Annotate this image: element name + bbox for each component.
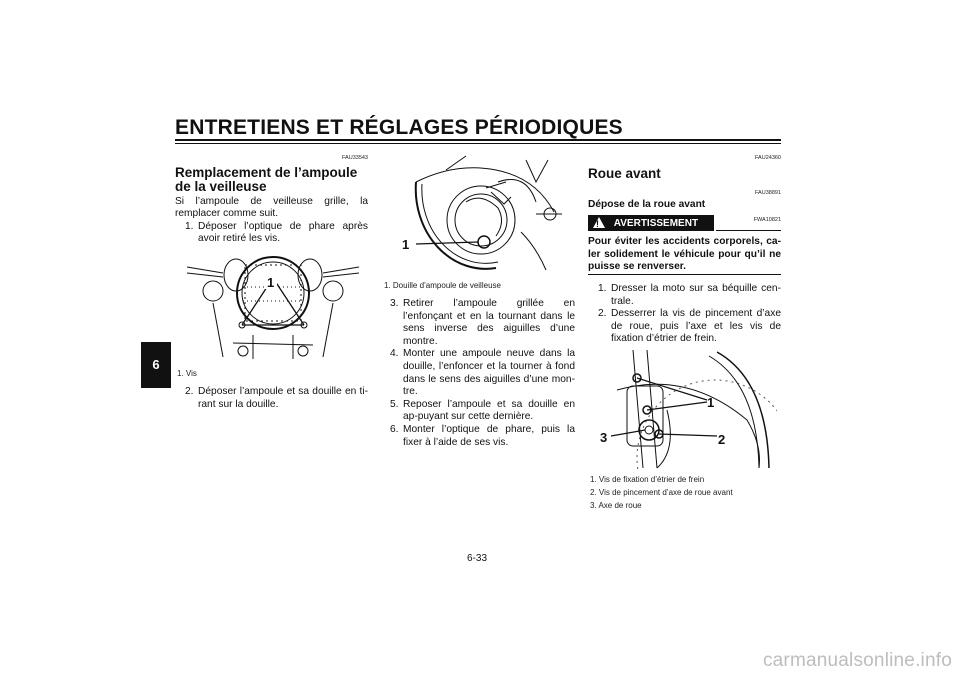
right-steps — [598, 283, 781, 346]
list-item: 4. Monter une ampoule neuve dans la douille, l’enfoncer et la tourner à fond dans le sens des aiguilles d’une mon-tre. — [390, 348, 575, 398]
left-figure-caption: 1. Vis — [177, 369, 197, 378]
left-intro-text: Si l’ampoule de veilleuse grille, la remplacer comme suit. — [175, 195, 368, 220]
left-steps-a — [185, 221, 368, 246]
left-column-steps — [175, 386, 368, 411]
bulb-socket-figure — [386, 152, 578, 272]
caption-item: 2. Vis de pincement d’axe de roue avant — [590, 488, 733, 497]
warning-text: Pour éviter les accidents corporels, ca-ler solidement le véhicule pour qu’il ne puisse se renverser. — [588, 236, 781, 273]
left-column — [175, 152, 368, 246]
list-item: 5. Reposer l’ampoule et sa douille en ap-puyant sur cette dernière. — [390, 398, 575, 423]
warning-code: FWA10821 — [753, 216, 781, 223]
page-number: 6-33 — [467, 553, 488, 564]
figure-callout: 1 — [267, 275, 275, 290]
header-rule — [175, 139, 781, 141]
left-section-code: FAU33543 — [342, 155, 368, 161]
right-subsection-code: FAU38891 — [755, 189, 781, 196]
list-item: 6. Monter l’optique de phare, puis la fixer à l’aide de ses vis. — [390, 423, 575, 448]
middle-figure-caption: 1. Douille d’ampoule de veilleuse — [384, 281, 501, 290]
left-section-title: Remplacement de l’ampoule de la veilleuse — [175, 164, 358, 194]
list-item: 1. Dresser la moto sur sa béquille cen-trale. — [598, 283, 781, 307]
middle-steps — [390, 298, 575, 449]
warning-label: AVERTISSEMENT — [613, 218, 699, 229]
page-header-title: ENTRETIENS ET RÉGLAGES PÉRIODIQUES — [175, 116, 623, 139]
middle-column-steps — [382, 298, 575, 449]
watermark: carmanualsonline.info — [762, 650, 952, 671]
right-section-title: Roue avant — [588, 165, 661, 181]
headlight-screws-figure — [183, 247, 363, 363]
right-subsection-title: Dépose de la roue avant — [588, 199, 706, 211]
right-section-code: FAU24360 — [755, 155, 781, 161]
list-item: 3. Retirer l’ampoule grillée en l’enfonçant et en la tournant dans le sens inverse des aiguilles d’une montre. — [390, 298, 575, 347]
figure-callout-3: 3 — [600, 430, 608, 445]
left-steps-b — [185, 386, 368, 411]
chapter-tab: 6 — [141, 342, 171, 388]
list-item: 2. Desserrer la vis de pincement d’axe de roue, puis l’axe et les vis de fixation d’étrier de frein. — [598, 308, 781, 345]
warning-banner: ! AVERTISSEMENT — [588, 215, 714, 231]
figure-callout-1: 1 — [707, 395, 715, 410]
caption-item: 1. Vis de fixation d’étrier de frein — [590, 475, 705, 484]
warning-icon — [593, 217, 605, 228]
right-figure-captions — [590, 474, 782, 511]
figure-callout: 1 — [402, 237, 410, 252]
list-item: 2. Déposer l’ampoule et sa douille en ti-rant sur la douille. — [185, 386, 368, 410]
warning-rule — [716, 230, 781, 231]
list-item: 1. Déposer l’optique de phare après avoir retiré les vis. — [185, 220, 368, 245]
right-column-steps — [588, 283, 781, 346]
caption-item: 3. Axe de roue — [590, 501, 642, 510]
warning-end-rule — [588, 274, 781, 275]
front-wheel-figure — [597, 350, 777, 470]
figure-callout-2: 2 — [718, 432, 726, 447]
header-rule-thin — [175, 143, 781, 144]
